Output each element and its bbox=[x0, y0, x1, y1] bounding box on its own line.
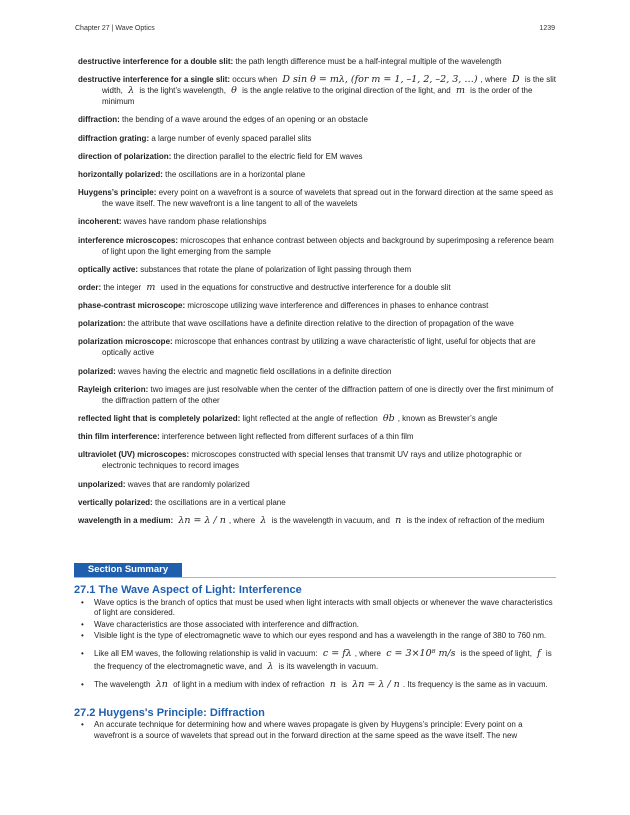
bullet-list bbox=[74, 720, 558, 741]
bullet-text: is its wavelength in vacuum. bbox=[276, 661, 379, 671]
glossary-definition: substances that rotate the plane of polarization of light passing through them bbox=[140, 264, 412, 274]
math-expression: D sin θ = mλ, (for m = 1, –1, 2, –2, 3, …) bbox=[282, 74, 478, 86]
glossary-entry bbox=[78, 318, 556, 329]
math-expression: θ bbox=[231, 85, 237, 97]
glossary-term: optically active: bbox=[78, 264, 139, 274]
summary-bullet bbox=[94, 631, 558, 642]
glossary-term: horizontally polarized: bbox=[78, 169, 163, 179]
glossary-term: phase-contrast microscope: bbox=[78, 301, 186, 311]
glossary-definition: the bending of a wave around the edges of an opening or an obstacle bbox=[122, 115, 368, 125]
glossary-entry bbox=[78, 449, 556, 471]
glossary-term: direction of polarization: bbox=[78, 151, 172, 161]
bullet-text: of light in a medium with index of refraction bbox=[170, 679, 327, 689]
glossary-definition: is the wavelength in vacuum, and bbox=[269, 515, 393, 525]
glossary-definition: light reflected at the angle of reflection bbox=[242, 414, 380, 423]
glossary-definition: , where bbox=[480, 75, 510, 85]
glossary-entry bbox=[78, 384, 556, 406]
glossary-entry bbox=[78, 300, 556, 311]
glossary-entry bbox=[78, 497, 556, 508]
glossary-term: Rayleigh criterion: bbox=[78, 384, 149, 394]
glossary-term: polarization microscope: bbox=[78, 337, 173, 347]
bullet-text: Wave characteristics are those associated with interference and diffraction. bbox=[94, 619, 360, 629]
bullet-text: is bbox=[339, 679, 350, 689]
bullet-text: An accurate technique for determining how and where waves propagate is given by Huygens’s principle: Every point on a wavefront is a source of wavelets that spread out in the forward direction at the same speed as the wave itself. The new bbox=[94, 720, 523, 740]
bullet-text: Visible light is the type of electromagnetic wave to which our eyes respond and has a wavelength in the range of 380 to 760 nm. bbox=[94, 631, 547, 640]
page-number: 1239 bbox=[539, 25, 555, 32]
glossary-definition: the path length difference must be a half-integral multiple of the wavelength bbox=[235, 57, 502, 66]
glossary-term: vertically polarized: bbox=[78, 497, 153, 507]
math-expression: λ bbox=[128, 85, 135, 97]
chapter-title: Chapter 27 | Wave Optics bbox=[75, 25, 155, 32]
bullet-text: is the frequency of the electromagnetic wave, and bbox=[94, 648, 552, 671]
summary-bullet bbox=[94, 598, 558, 619]
glossary-term: wavelength in a medium: bbox=[78, 515, 174, 525]
glossary-term: destructive interference for a double slit: bbox=[78, 57, 234, 66]
glossary-term: Huygens’s principle: bbox=[78, 188, 157, 198]
glossary-entry bbox=[78, 56, 556, 67]
glossary-entry bbox=[78, 479, 556, 490]
section-title: 27.2 Huygens's Principle: Diffraction bbox=[74, 706, 265, 719]
bullet-text: The wavelength bbox=[94, 679, 153, 689]
glossary-definition: a large number of evenly spaced parallel slits bbox=[151, 133, 312, 143]
glossary-entry bbox=[78, 114, 556, 125]
glossary-definition: the oscillations are in a vertical plane bbox=[154, 497, 286, 507]
glossary bbox=[78, 56, 556, 533]
math-expression: λn = λ / n bbox=[352, 678, 400, 690]
glossary-definition: used in the equations for constructive and destructive interference for a double slit bbox=[158, 282, 451, 292]
glossary-definition: waves have random phase relationships bbox=[123, 217, 267, 227]
glossary-term: unpolarized: bbox=[78, 479, 126, 489]
glossary-definition: is the order of the minimum bbox=[102, 86, 533, 107]
section-summary-bar bbox=[74, 563, 556, 578]
glossary-entry bbox=[78, 235, 556, 257]
glossary-definition: microscope utilizing wave interference and differences in phases to enhance contrast bbox=[187, 301, 489, 311]
glossary-definition: is the slit width, bbox=[102, 75, 556, 96]
glossary-term: polarized: bbox=[78, 366, 116, 376]
glossary-definition: microscope that enhances contrast by utilizing a wave characteristic of light, useful for objects that are optically active bbox=[102, 337, 536, 358]
math-expression: c = 3×10⁸ m/s bbox=[386, 647, 456, 659]
section-title: 27.1 The Wave Aspect of Light: Interference bbox=[74, 584, 302, 596]
glossary-definition: microscopes constructed with special lenses that transmit UV rays and utilize photographic or electronic techniques to record images bbox=[102, 450, 522, 471]
glossary-entry bbox=[78, 515, 556, 526]
bullet-text: is the speed of light, bbox=[458, 648, 535, 658]
glossary-definition: microscopes that enhance contrast between objects and background by superimposing a reference beam of light upon the light emerging from the sample bbox=[102, 235, 554, 256]
glossary-definition: the direction parallel to the electric field for EM waves bbox=[173, 151, 363, 161]
math-expression: λ bbox=[260, 514, 267, 526]
glossary-entry bbox=[78, 74, 556, 107]
glossary-entry bbox=[78, 431, 556, 442]
section-summary-heading: Section Summary bbox=[74, 563, 182, 577]
math-expression: λn = λ / n bbox=[178, 514, 226, 526]
section-summary bbox=[74, 585, 558, 742]
bullet-text: . Its frequency is the same as in vacuum. bbox=[402, 679, 548, 689]
glossary-entry bbox=[78, 413, 556, 424]
glossary-entry bbox=[78, 151, 556, 162]
glossary-term: destructive interference for a single slit: bbox=[78, 75, 231, 85]
glossary-entry bbox=[78, 282, 556, 293]
glossary-definition: every point on a wavefront is a source of wavelets that spread out in the forward direction at the same speed as the wave itself. The new wavefront is a line tangent to all of the wavelets bbox=[102, 188, 554, 209]
summary-bullet bbox=[94, 720, 558, 741]
glossary-definition: the integer bbox=[103, 282, 144, 292]
math-expression: D bbox=[512, 74, 520, 86]
bullet-text: Wave optics is the branch of optics that must be used when light interacts with small objects or whenever the wave characteristics of light are considered. bbox=[94, 597, 553, 617]
summary-bullet bbox=[94, 620, 558, 631]
glossary-term: thin film interference: bbox=[78, 432, 160, 442]
math-expression: m bbox=[455, 85, 465, 97]
glossary-term: ultraviolet (UV) microscopes: bbox=[78, 450, 190, 460]
glossary-definition: occurs when bbox=[232, 75, 280, 85]
math-expression: λn bbox=[155, 678, 168, 690]
glossary-definition: is the index of refraction of the medium bbox=[404, 515, 545, 525]
math-expression: f bbox=[537, 647, 541, 659]
glossary-definition: interference between light reflected from different surfaces of a thin film bbox=[162, 432, 414, 442]
math-expression: λ bbox=[267, 660, 274, 672]
math-expression: c = fλ bbox=[322, 647, 352, 659]
bullet-text: , where bbox=[354, 648, 384, 658]
glossary-entry bbox=[78, 216, 556, 227]
glossary-definition: is the light’s wavelength, bbox=[137, 86, 229, 96]
glossary-definition: , where bbox=[228, 515, 258, 525]
glossary-term: order: bbox=[78, 282, 102, 292]
glossary-entry bbox=[78, 366, 556, 377]
glossary-entry bbox=[78, 187, 556, 209]
glossary-term: polarization: bbox=[78, 319, 126, 329]
glossary-entry bbox=[78, 336, 556, 358]
glossary-entry bbox=[78, 264, 556, 275]
bullet-list bbox=[74, 598, 558, 691]
math-expression: θb bbox=[382, 413, 395, 424]
math-expression: n bbox=[395, 514, 402, 526]
bullet-text: Like all EM waves, the following relationship is valid in vacuum: bbox=[94, 648, 320, 658]
glossary-term: reflected light that is completely polarized: bbox=[78, 414, 241, 423]
glossary-definition: , known as Brewster’s angle bbox=[397, 414, 498, 423]
math-expression: m bbox=[146, 281, 156, 293]
glossary-entry bbox=[78, 133, 556, 144]
glossary-entry bbox=[78, 169, 556, 180]
glossary-definition: the oscillations are in a horizontal plane bbox=[165, 169, 306, 179]
glossary-term: diffraction: bbox=[78, 115, 120, 125]
glossary-definition: waves having the electric and magnetic field oscillations in a definite direction bbox=[118, 366, 392, 376]
glossary-term: interference microscopes: bbox=[78, 235, 179, 245]
glossary-term: diffraction grating: bbox=[78, 133, 150, 143]
summary-bullet bbox=[94, 647, 558, 673]
glossary-definition: the attribute that wave oscillations have a definite direction relative to the direction of propagation of the wave bbox=[127, 319, 514, 329]
math-expression: n bbox=[329, 678, 337, 690]
summary-bullet bbox=[94, 678, 558, 691]
glossary-definition: two images are just resolvable when the center of the diffraction pattern of one is directly over the first minimum of the diffraction pattern of the other bbox=[102, 384, 554, 405]
glossary-term: incoherent: bbox=[78, 217, 122, 227]
glossary-definition: is the angle relative to the original direction of the light, and bbox=[239, 86, 453, 96]
glossary-definition: waves that are randomly polarized bbox=[127, 479, 250, 489]
